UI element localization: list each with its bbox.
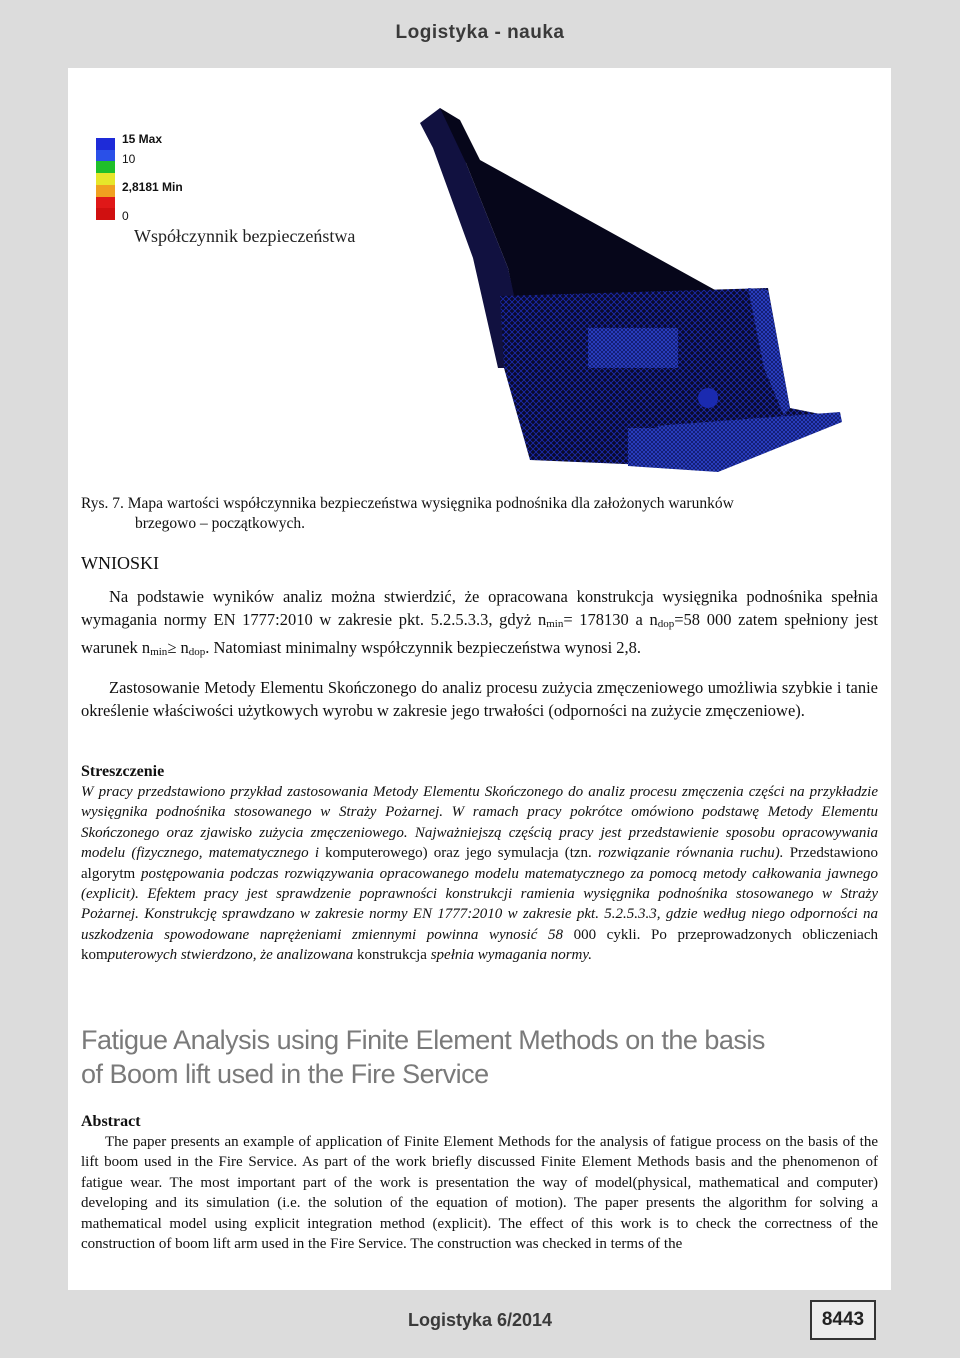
- english-title-line-1: Fatigue Analysis using Finite Element Methods on the basis: [81, 1025, 765, 1055]
- pivot-hole: [698, 388, 718, 408]
- summary-part-3: rozwiązanie równania ruchu).: [597, 845, 790, 862]
- summary-part-1: W pracy przedstawiono przykład zastosowania Metody Elementu Skończonego do analiz procesu zmęczenia części na przykładzie wysięgnika podnośnika stosowanego w Straży Pożarnej. W ramach pracy pokrótce omówiono podstawę Metody Elementu Skończonego oraz zjawisko zużycia zmęczeniowego. Najważniejszą częścią pracy jest przedstawienie sposobu opracowywania modelu (fizycznego, matematycznego i: [81, 784, 878, 862]
- english-title: [81, 1023, 878, 1091]
- journal-section-header: Logistyka - nauka: [395, 22, 565, 43]
- conclusions-paragraph-1: [81, 585, 878, 664]
- summary-part-5: postępowania podczas rozwiązywania opracowanego modelu matematycznego za pomocą metody całkowania jawnego (explicit). Efektem pracy jest sprawdzenie poprawności konstrukcji ramienia wysięgnika podnośnika stosowanego w Straży Pożarnej. Konstrukcję sprawdzano w zakresie normy EN 1777:2010 w zakresie pkt. 5.2.5.3.3, gdzie według niego odporności na uszkodzenia spowodowane naprężeniami zmiennymi powinna wynosić 58: [81, 865, 879, 943]
- p1-text-b: = 178130 a n: [563, 610, 658, 629]
- summary-part-6: 000 cykli. Po przeprowadzonych obliczeniach kom: [81, 926, 878, 964]
- p1-text-e: . Natomiast minimalny współczynnik bezpieczeństwa wynosi 2,8.: [205, 638, 642, 657]
- page-number-box: 8443: [810, 1300, 876, 1340]
- p1-sub-min: min: [546, 618, 564, 630]
- legend-min-label: 2,8181 Min: [122, 180, 183, 194]
- p1-text-d: ≥ n: [167, 638, 189, 657]
- fem-figure: [68, 68, 891, 488]
- summary-text: [81, 782, 878, 966]
- conclusions-heading: WNIOSKI: [81, 553, 159, 573]
- conclusions-paragraph-2: Zastosowanie Metody Elementu Skończonego do analiz procesu zużycia zmęczeniowego umożliwia szybkie i tanie określenie właściwości użytkowych wyrobu w zakresie jego trwałości (odporności na zużycie zmęczeniowe).: [81, 678, 878, 720]
- legend-max-label: 15 Max: [122, 132, 163, 146]
- abstract-text: The paper presents an example of application of Finite Element Methods for the analysis of fatigue process on the basis of the lift boom used in the Fire Service. As part of the work briefly discussed Finite Element Methods basis and the phenomenon of fatigue wear. The most important part of the work is presentation the way of model(physical, mathematical and computer) developing and its simulation (i.e. the solution of the equation of motion). The paper presents the algorithm for solving a mathematical model using explicit integration method (explicit). The effect of this work is to check the correctness of the construction of boom lift arm used in the Fire Service. The construction was checked in terms of the: [81, 1134, 878, 1253]
- bracket-window: [588, 328, 678, 368]
- summary-part-4: Przedstawiono algorytm: [81, 845, 879, 882]
- p1-text-c: =58 000 zatem spełniony jest warunek n: [81, 610, 878, 657]
- page-sheet: [68, 68, 891, 1290]
- abstract-heading: Abstract: [81, 1113, 141, 1130]
- p1-sub-dop-2: dop: [188, 646, 206, 658]
- p1-sub-dop: dop: [657, 618, 675, 630]
- legend-10-label: 10: [122, 152, 136, 166]
- boom-model-render: [68, 68, 891, 488]
- summary-part-9: spełnia wymagania normy.: [430, 947, 592, 964]
- figure-caption: [81, 494, 878, 534]
- legend-zero-label: 0: [122, 209, 129, 223]
- summary-part-8: konstrukcja: [356, 947, 431, 964]
- footer-journal-issue: Logistyka 6/2014: [407, 1310, 553, 1330]
- caption-line-1: Rys. 7. Mapa wartości współczynnika bezpieczeństwa wysięgnika podnośnika dla założonych warunków: [81, 495, 734, 512]
- summary-heading: Streszczenie: [81, 763, 165, 780]
- figure-inner-title: Współczynnik bezpieczeństwa: [134, 226, 356, 246]
- english-title-line-2: of Boom lift used in the Fire Service: [81, 1059, 489, 1089]
- p1-text-a: Na podstawie wyników analiz można stwierdzić, że opracowana konstrukcja wysięgnika podnośnika spełnia wymagania normy EN 1777:2010 w zakresie pkt. 5.2.5.3.3, gdyż n: [81, 587, 878, 629]
- p1-sub-min-2: min: [150, 646, 168, 658]
- summary-part-7: puterowych stwierdzono, że analizowana: [107, 947, 357, 964]
- summary-part-2: komputerowego) oraz jego symulacja (tzn.: [325, 845, 598, 862]
- caption-line-2: brzegowo – początkowych.: [135, 515, 306, 532]
- bracket-lower: [538, 378, 658, 428]
